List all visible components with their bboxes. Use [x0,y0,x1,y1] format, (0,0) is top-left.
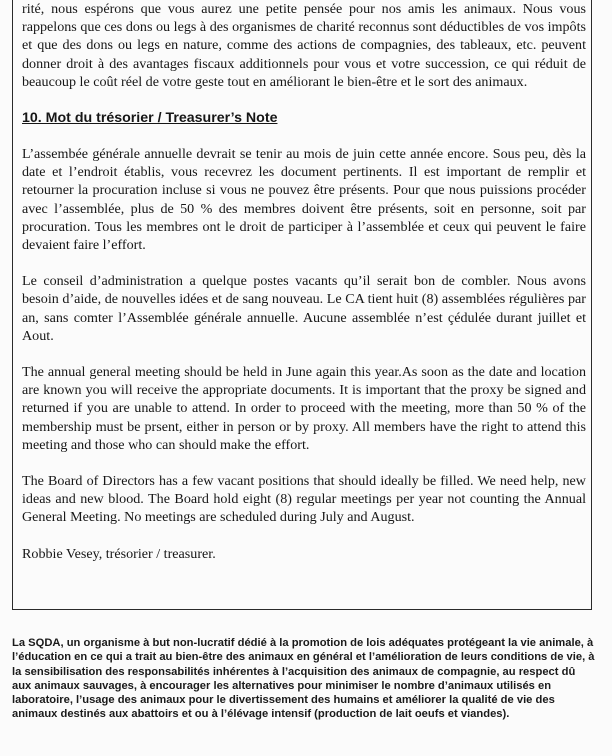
intro-paragraph: rité, nous espérons que vous aurez une petite pensée pour nos amis les animaux. Nous vous rappelons que ces dons ou legs à des organismes de charité reconnus sont déductibles de vos impôts et que des dons ou legs en nature, comme des actions de compagnies, des tableaux, etc. peuvent donner droit à des avantages fiscaux additionnels pour vous et votre succession, ce qui réduit de beaucoup le coût réel de votre geste tout en améliorant le bien-être et le sort des animaux. [22,1,586,90]
footer-mission-statement: La SQDA, un organisme à but non-lucratif dédié à la promotion de lois adéquates protégeant la vie animale, à l’éducation en ce qui a trait au bien-être des animaux en général et l’amélioration de leurs conditions de vie, à la sensibilisation des responsabilités inhérentes à l’acquisition des animaux de compagnie, au respect dû aux animaux sauvages, à encourager les alternatives pour minimiser le nombre d’animaux utilisés en laboratoire, l’usage des animaux pour le divertissement des humains et améliorer la qualité de vie des animaux destinés aux abattoirs et ou à l’élévage intensif (production de lait oeufs et viandes). [12,637,595,721]
signature: Robbie Vesey, trésorier / treasurer. [22,545,216,562]
article-body [22,0,586,563]
paragraph-en-assembly: The annual general meeting should be held in June again this year.As soon as the date and location are known you will receive the appropriate documents. It is important that the proxy be signed and returned if you are unable to attend. In order to proceed with the meeting, more than 50 % of the membership must be prsent, either in person or by proxy. All members have the right to attend this meeting and those who can should make the effort. [22,364,586,453]
paragraph-fr-assembly: L’assembée générale annuelle devrait se tenir au mois de juin cette année encore. Sous peu, dès la date et l’endroit établis, vous recevrez les document pertinents. Il est important de remplir et retourner la procuration incluse si vous ne pouvez être présents. Pour que nous puissions procéder avec l’assemblée, plus de 50 % des membres doivent être présents, soit en personne, soit par procuration. Tous les membres ont le droit de participer à l’assemblée et ceux qui peuvent le faire devaient faire l’effort. [22,146,586,254]
paragraph-fr-board: Le conseil d’administration a quelque postes vacants qu’il serait bon de combler. Nous avons besoin d’aide, de nouvelles idées et de sang nouveau. Le CA tient huit (8) assemblées régulières par an, sans comter l’Assemblée générale annuelle. Aucune assemblée n’est çédulée durant juillet et Aout. [22,273,586,344]
section-heading: 10. Mot du trésorier / Treasurer’s Note [22,110,278,127]
paragraph-en-board: The Board of Directors has a few vacant positions that should ideally be filled. We need help, new ideas and new blood. The Board hold eight (8) regular meetings per year not counting the Annual General Meeting. No meetings are scheduled during July and August. [22,473,586,526]
